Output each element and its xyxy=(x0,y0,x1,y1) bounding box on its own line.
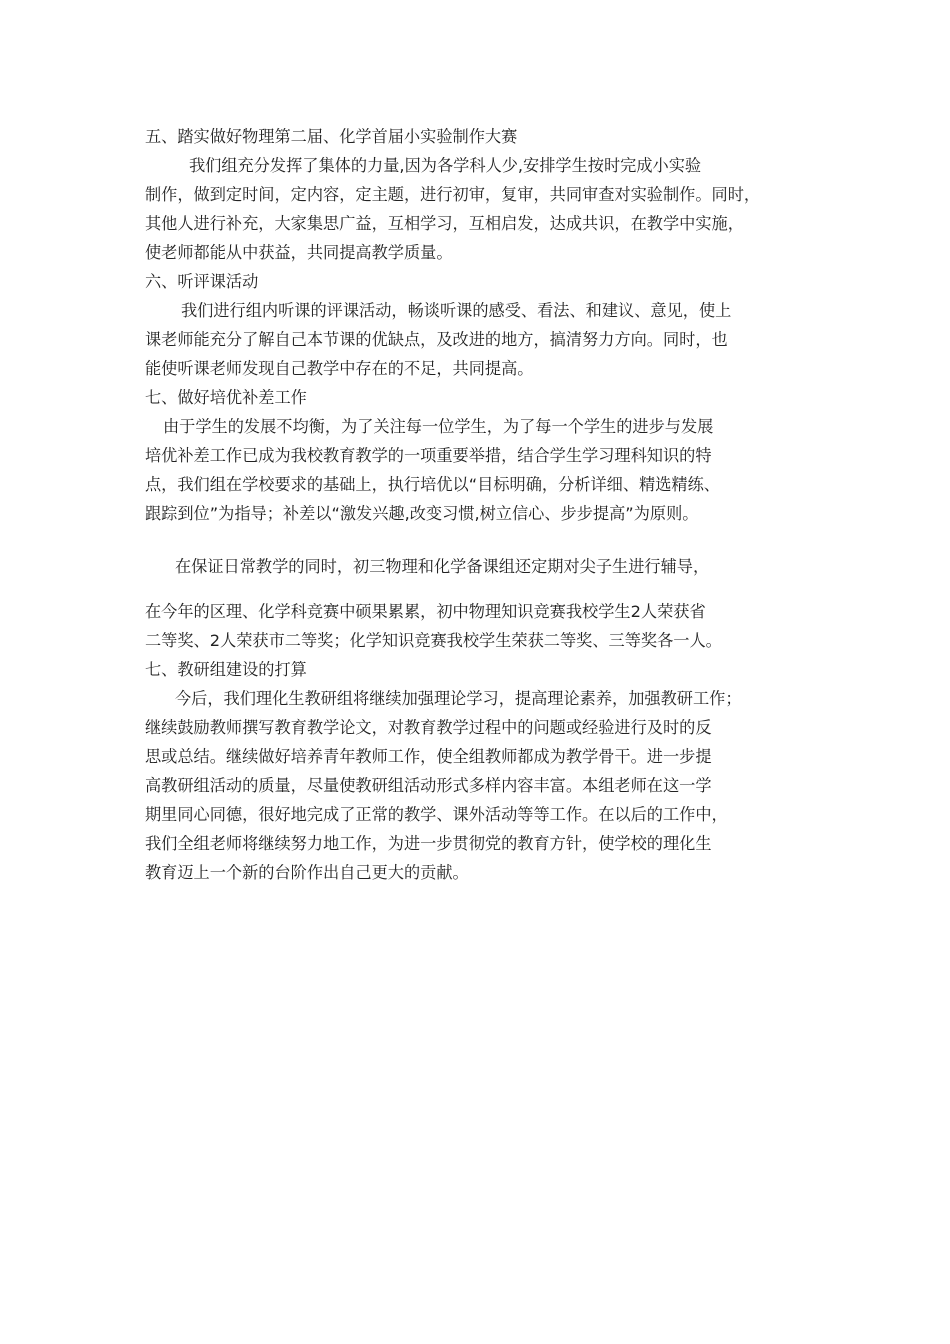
paragraph-line: 我们进行组内听课的评课活动，畅谈听课的感受、看法、和建议、意见，使上 xyxy=(181,301,732,320)
document-body xyxy=(145,122,810,887)
paragraph-line: 思或总结。继续做好培养青年教师工作，使全组教师都成为教学骨干。进一步提 xyxy=(145,747,712,766)
paragraph-line: 今后，我们理化生教研组将继续加强理论学习，提高理论素养，加强教研工作； xyxy=(175,689,742,708)
paragraph-gap xyxy=(145,581,810,597)
paragraph-gap xyxy=(145,528,810,552)
section-heading-5: 五、踏实做好物理第二届、化学首届小实验制作大赛 xyxy=(145,127,518,146)
paragraph-line: 由于学生的发展不均衡，为了关注每一位学生，为了每一个学生的进步与发展 xyxy=(163,417,714,436)
section-heading-7b: 七、教研组建设的打算 xyxy=(145,660,307,679)
paragraph-line: 能使听课老师发现自己教学中存在的不足，共同提高。 xyxy=(145,359,534,378)
paragraph-line: 我们全组老师将继续努力地工作，为进一步贯彻党的教育方针，使学校的理化生 xyxy=(145,834,712,853)
paragraph-line: 二等奖、2人荣获市二等奖；化学知识竞赛我校学生荣获二等奖、三等奖各一人。 xyxy=(145,631,722,650)
paragraph-line: 继续鼓励教师撰写教育教学论文，对教育教学过程中的问题或经验进行及时的反 xyxy=(145,718,712,737)
paragraph-line: 跟踪到位”为指导；补差以“激发兴趣,改变习惯,树立信心、步步提高”为原则。 xyxy=(145,504,699,523)
paragraph-line: 在保证日常教学的同时，初三物理和化学备课组还定期对尖子生进行辅导， xyxy=(175,557,710,576)
paragraph-line: 培优补差工作已成为我校教育教学的一项重要举措，结合学生学习理科知识的特 xyxy=(145,446,712,465)
paragraph-line: 使老师都能从中获益，共同提高教学质量。 xyxy=(145,243,453,262)
paragraph-line: 其他人进行补充，大家集思广益，互相学习，互相启发，达成共识，在教学中实施， xyxy=(145,214,744,233)
paragraph-line: 课老师能充分了解自己本节课的优缺点，及改进的地方，搞清努力方向。同时，也 xyxy=(145,330,728,349)
paragraph-line: 在今年的区理、化学科竞赛中硕果累累，初中物理知识竞赛我校学生2人荣获省 xyxy=(145,602,706,621)
paragraph-line: 制作，做到定时间，定内容，定主题，进行初审，复审，共同审查对实验制作。同时， xyxy=(145,185,761,204)
section-heading-7: 七、做好培优补差工作 xyxy=(145,388,307,407)
paragraph-line: 点，我们组在学校要求的基础上，执行培优以“目标明确，分析详细、精选精练、 xyxy=(145,475,720,494)
paragraph-line: 教育迈上一个新的台阶作出自己更大的贡献。 xyxy=(145,863,469,882)
section-heading-6: 六、听评课活动 xyxy=(145,272,259,291)
paragraph-line: 期里同心同德，很好地完成了正常的教学、课外活动等等工作。在以后的工作中， xyxy=(145,805,728,824)
paragraph-line: 我们组充分发挥了集体的力量,因为各学科人少,安排学生按时完成小实验 xyxy=(189,156,702,175)
paragraph-line: 高教研组活动的质量，尽量使教研组活动形式多样内容丰富。本组老师在这一学 xyxy=(145,776,712,795)
